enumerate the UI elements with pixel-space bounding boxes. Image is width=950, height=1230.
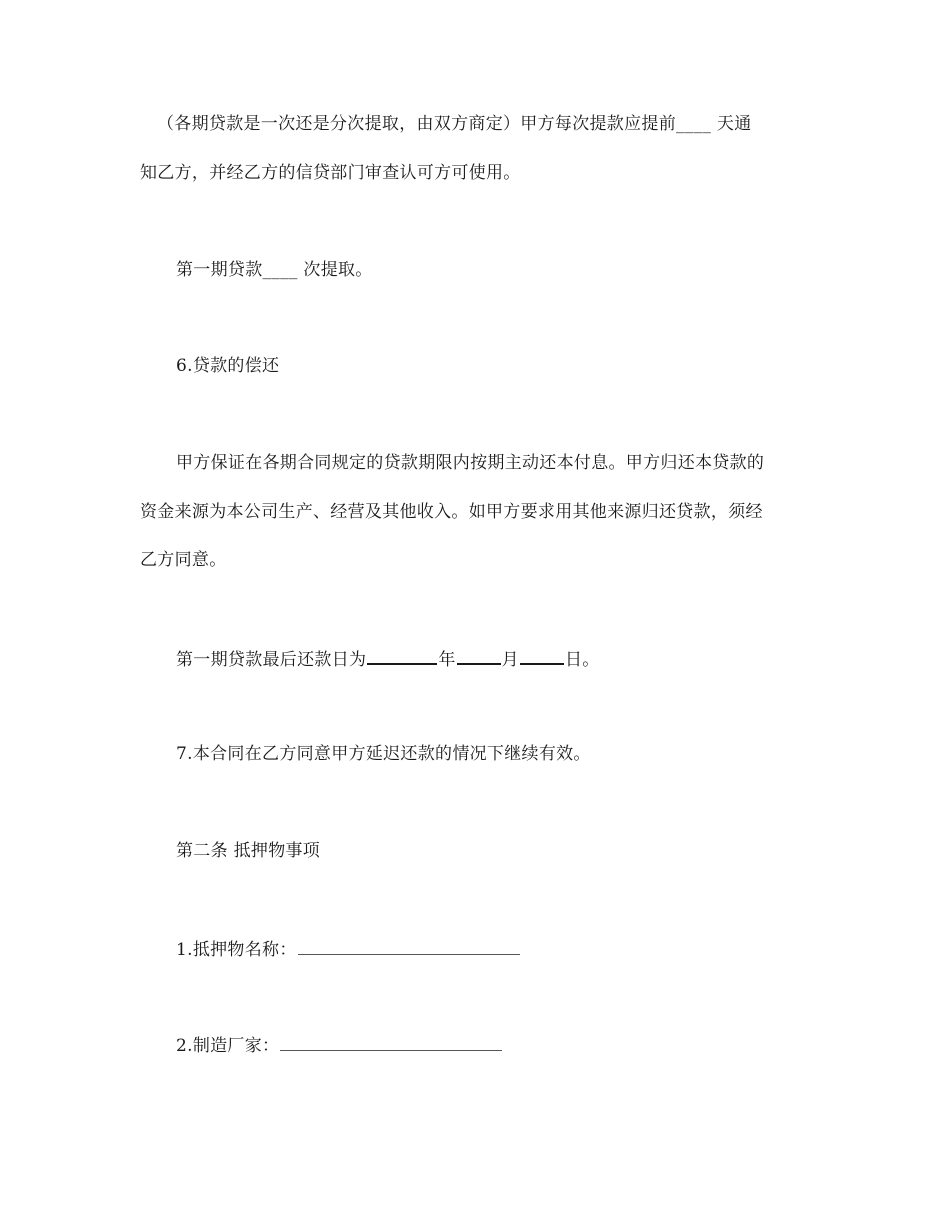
draw-days-blank: ____	[676, 114, 712, 134]
first-installment-after: 次提取。	[297, 260, 373, 280]
repay-paragraph-line-1	[176, 453, 764, 473]
manufacturer-blank[interactable]	[280, 1034, 502, 1051]
repay-paragraph-line-3	[140, 550, 227, 570]
day-blank[interactable]	[520, 647, 564, 665]
repay-text-line-2: 资金来源为本公司生产、经营及其他收入。如甲方要求用其他来源归还贷款，须经	[140, 502, 763, 522]
collateral-name-label: 1.抵押物名称：	[176, 940, 297, 960]
first-installment-before: 第一期贷款	[176, 260, 263, 280]
draw-text-line-2: 知乙方，并经乙方的信贷部门审查认可方可使用。	[140, 163, 521, 183]
first-installment-line	[176, 260, 373, 280]
draw-paragraph-line-2	[140, 163, 521, 183]
first-installment-blank: ____	[262, 260, 298, 280]
clause-7	[176, 744, 591, 764]
collateral-name-blank[interactable]	[298, 938, 520, 955]
repay-text-line-3: 乙方同意。	[140, 550, 227, 570]
section-6-heading-text: 6.贷款的偿还	[176, 356, 280, 376]
last-repay-date-before: 第一期贷款最后还款日为	[176, 650, 367, 670]
repay-paragraph-line-2	[140, 502, 763, 522]
article-2-heading	[176, 841, 320, 861]
section-6-heading	[176, 356, 279, 376]
last-repay-date-line	[176, 647, 600, 670]
manufacturer-label: 2.制造厂家：	[176, 1036, 280, 1056]
day-label: 日。	[564, 650, 600, 670]
repay-text-line-1: 甲方保证在各期合同规定的贷款期限内按期主动还本付息。甲方归还本贷款的	[176, 453, 765, 473]
draw-text-after: 天通	[711, 114, 752, 134]
collateral-name-line	[176, 938, 521, 960]
manufacturer-line	[176, 1034, 503, 1056]
draw-text-before: （各期贷款是一次还是分次提取，由双方商定）甲方每次提款应提前	[157, 114, 676, 134]
month-blank[interactable]	[457, 647, 501, 665]
clause-7-text: 7.本合同在乙方同意甲方延迟还款的情况下继续有效。	[176, 744, 591, 764]
article-2-heading-text: 第二条 抵押物事项	[176, 841, 321, 861]
year-label: 年	[438, 650, 456, 670]
draw-paragraph-line-1	[157, 114, 752, 134]
year-blank[interactable]	[367, 647, 437, 665]
month-label: 月	[501, 650, 519, 670]
